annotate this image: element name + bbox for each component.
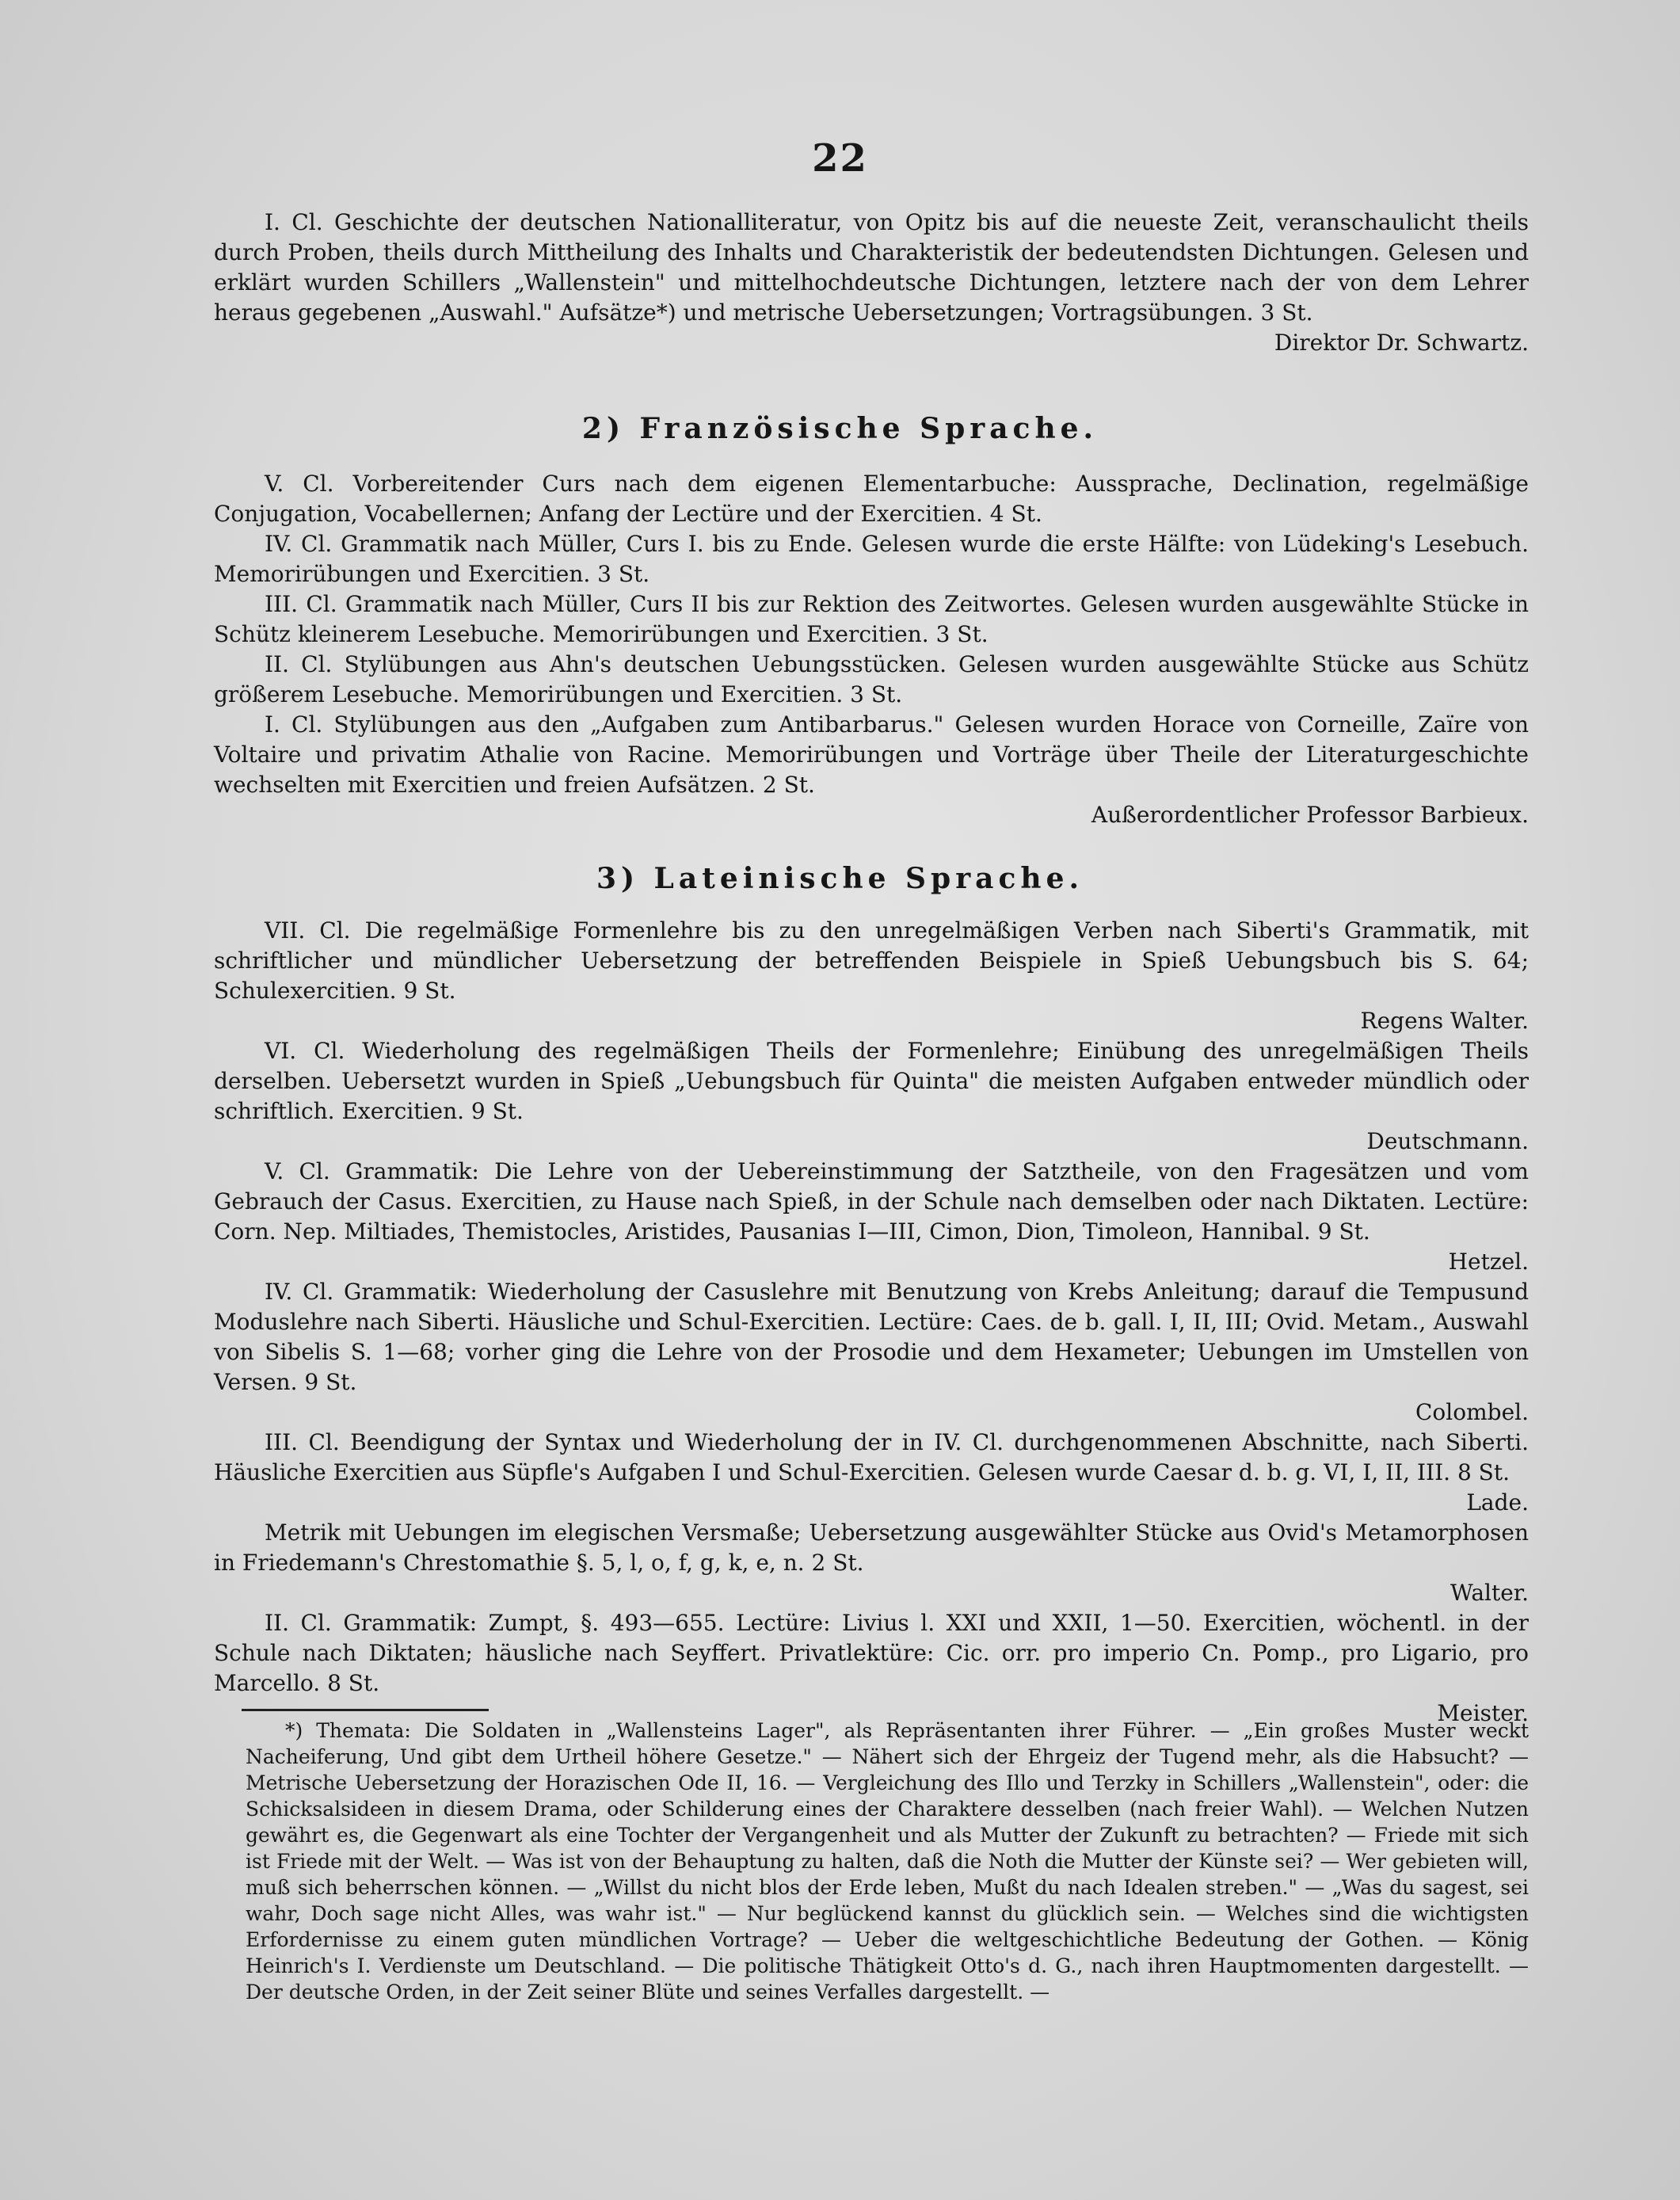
latin-class-v: V. Cl. Grammatik: Die Lehre von der Uebereinstimmung der Satztheile, von den Fragesätzen und vom Gebrauch der Casus. Exercitien, zu Hause nach Spieß, in der Schule nach demselben oder nach Diktaten. Lectüre: Corn. Nep. Miltiades, Themistocles, Aristides, Pausanias I—III, Cimon, Dion, Timoleon, Hannibal. 9 St. bbox=[214, 1158, 1529, 1245]
latin-v-teacher: Hetzel. bbox=[1448, 1249, 1529, 1275]
french-class-v: V. Cl. Vorbereitender Curs nach dem eigenen Elementarbuche: Aussprache, Declination, regelmäßige Conjugation, Vocabellernen; Anfang der Lectüre und der Exercitien. 4 St. bbox=[214, 471, 1529, 527]
latin-ii-teacher: Meister. bbox=[1437, 1700, 1529, 1726]
page-number: 22 bbox=[812, 136, 868, 181]
latin-iii-teacher: Lade. bbox=[1466, 1489, 1529, 1516]
french-class-iv: IV. Cl. Grammatik nach Müller, Curs I. bis zu Ende. Gelesen wurde die erste Hälfte: von Lüdeking's Lesebuch. Memorirübungen und Exercitien. 3 St. bbox=[214, 531, 1529, 587]
latin-class-iv: IV. Cl. Grammatik: Wiederholung der Casuslehre mit Benutzung von Krebs Anleitung; darauf die Tempusund Moduslehre nach Siberti. Häusliche und Schul-Exercitien. Lectüre: Caes. de b. gall. I, II, III; Ovid. Metam., Auswahl von Sibelis S. 1—68; vorher ging die Lehre von der Prosodie und dem Hexameter; Uebungen im Umstellen von Versen. 9 St. bbox=[214, 1279, 1529, 1395]
latin-class-vi: VI. Cl. Wiederholung des regelmäßigen Theils der Formenlehre; Einübung des unregelmäßigen Theils derselben. Uebersetzt wurden in Spieß „Uebungsbuch für Quinta" die meisten Aufgaben entweder mündlich oder schriftlich. Exercitien. 9 St. bbox=[214, 1038, 1529, 1124]
french-heading: 2) Französische Sprache. bbox=[581, 412, 1099, 445]
latin-vi-teacher: Deutschmann. bbox=[1366, 1128, 1529, 1154]
latin-section bbox=[214, 916, 1529, 1729]
french-class-i: I. Cl. Stylübungen aus den „Aufgaben zum Antibarbarus." Gelesen wurden Horace von Corneille, Zaïre von Voltaire und privatim Athalie von Racine. Memorirübungen und Vorträge über Theile der Literaturgeschichte wechselten mit Exercitien und freien Aufsätzen. 2 St. bbox=[214, 711, 1529, 798]
french-class-ii: II. Cl. Stylübungen aus Ahn's deutschen Uebungsstücken. Gelesen wurden ausgewählte Stücke aus Schütz größerem Lesebuche. Memorirübungen und Exercitien. 3 St. bbox=[214, 651, 1529, 707]
latin-metrik: Metrik mit Uebungen im elegischen Versmaße; Uebersetzung ausgewählter Stücke aus Ovid's Metamorphosen in Friedemann's Chrestomathie §. 5, l, o, f, g, k, e, n. 2 St. bbox=[214, 1519, 1529, 1576]
latin-iv-teacher: Colombel. bbox=[1415, 1399, 1529, 1425]
latin-vii-teacher: Regens Walter. bbox=[1360, 1008, 1529, 1034]
footnote-divider bbox=[242, 1709, 489, 1711]
latin-class-iii: III. Cl. Beendigung der Syntax und Wiederholung der in IV. Cl. durchgenommenen Abschnitte, nach Siberti. Häusliche Exercitien aus Süpfle's Aufgaben I und Schul-Exercitien. Gelesen wurde Caesar d. b. g. VI, I, II, III. 8 St. bbox=[214, 1429, 1529, 1485]
french-class-iii: III. Cl. Grammatik nach Müller, Curs II bis zur Rektion des Zeitwortes. Gelesen wurden ausgewählte Stücke in Schütz kleinerem Lesebuche. Memorirübungen und Exercitien. 3 St. bbox=[214, 591, 1529, 647]
german-teacher: Direktor Dr. Schwartz. bbox=[1274, 330, 1529, 356]
footnote: *) Themata: Die Soldaten in „Wallensteins Lager", als Repräsentanten ihrer Führer. — „Ein großes Muster weckt Nacheiferung, Und gibt dem Urtheil höhere Gesetze." — Nähert sich der Ehrgeiz der Tugend mehr, als die Habsucht? — Metrische Uebersetzung der Horazischen Ode II, 16. — Vergleichung des Illo und Terzky in Schillers „Wallenstein", oder: die Schicksalsideen in diesem Drama, oder Schilderung eines der Charaktere desselben (nach freier Wahl). — Welchen Nutzen gewährt es, die Gegenwart als eine Tochter der Vergangenheit und als Mutter der Zukunft zu betrachten? — Friede mit sich ist Friede mit der Welt. — Was ist von der Behauptung zu halten, daß die Noth die Mutter der Künste sei? — Wer gebieten will, muß sich beherrschen können. — „Willst du nicht blos der Erde leben, Mußt du nach Idealen streben." — „Was du sagest, sei wahr, Doch sage nicht Alles, was wahr ist." — Nur beglückend kannst du glücklich sein. — Welches sind die wichtigsten Erfordernisse zu einem guten mündlichen Vortrage? — Ueber die weltgeschichtliche Bedeutung der Gothen. — König Heinrich's I. Verdienste um Deutschland. — Die politische Thätigkeit Otto's d. G., nach ihren Hauptmomenten dargestellt. — Der deutsche Orden, in der Zeit seiner Blüte und seines Verfalles dargestellt. — bbox=[246, 1719, 1529, 2004]
latin-metrik-teacher: Walter. bbox=[1450, 1580, 1529, 1606]
german-class-i-paragraph: I. Cl. Geschichte der deutschen Nationalliteratur, von Opitz bis auf die neueste Zeit, veranschaulicht theils durch Proben, theils durch Mittheilung des Inhalts und Charakteristik der bedeutendsten Dichtungen. Gelesen und erklärt wurden Schillers „Wallenstein" und mittelhochdeutsche Dichtungen, letztere nach der von dem Lehrer heraus gegebenen „Auswahl." Aufsätze*) und metrische Uebersetzungen; Vortragsübungen. 3 St. bbox=[214, 209, 1529, 326]
german-section bbox=[214, 208, 1529, 358]
french-section bbox=[214, 469, 1529, 830]
latin-class-ii: II. Cl. Grammatik: Zumpt, §. 493—655. Lectüre: Livius l. XXI und XXII, 1—50. Exercitien, wöchentl. in der Schule nach Diktaten; häusliche nach Seyffert. Privatlektüre: Cic. orr. pro imperio Cn. Pomp., pro Ligario, pro Marcello. 8 St. bbox=[214, 1610, 1529, 1696]
latin-class-vii: VII. Cl. Die regelmäßige Formenlehre bis zu den unregelmäßigen Verben nach Siberti's Grammatik, mit schriftlicher und mündlicher Uebersetzung der betreffenden Beispiele in Spieß Uebungsbuch bis S. 64; Schulexercitien. 9 St. bbox=[214, 917, 1529, 1004]
latin-heading: 3) Lateinische Sprache. bbox=[596, 862, 1084, 895]
french-teacher: Außerordentlicher Professor Barbieux. bbox=[1091, 802, 1529, 828]
